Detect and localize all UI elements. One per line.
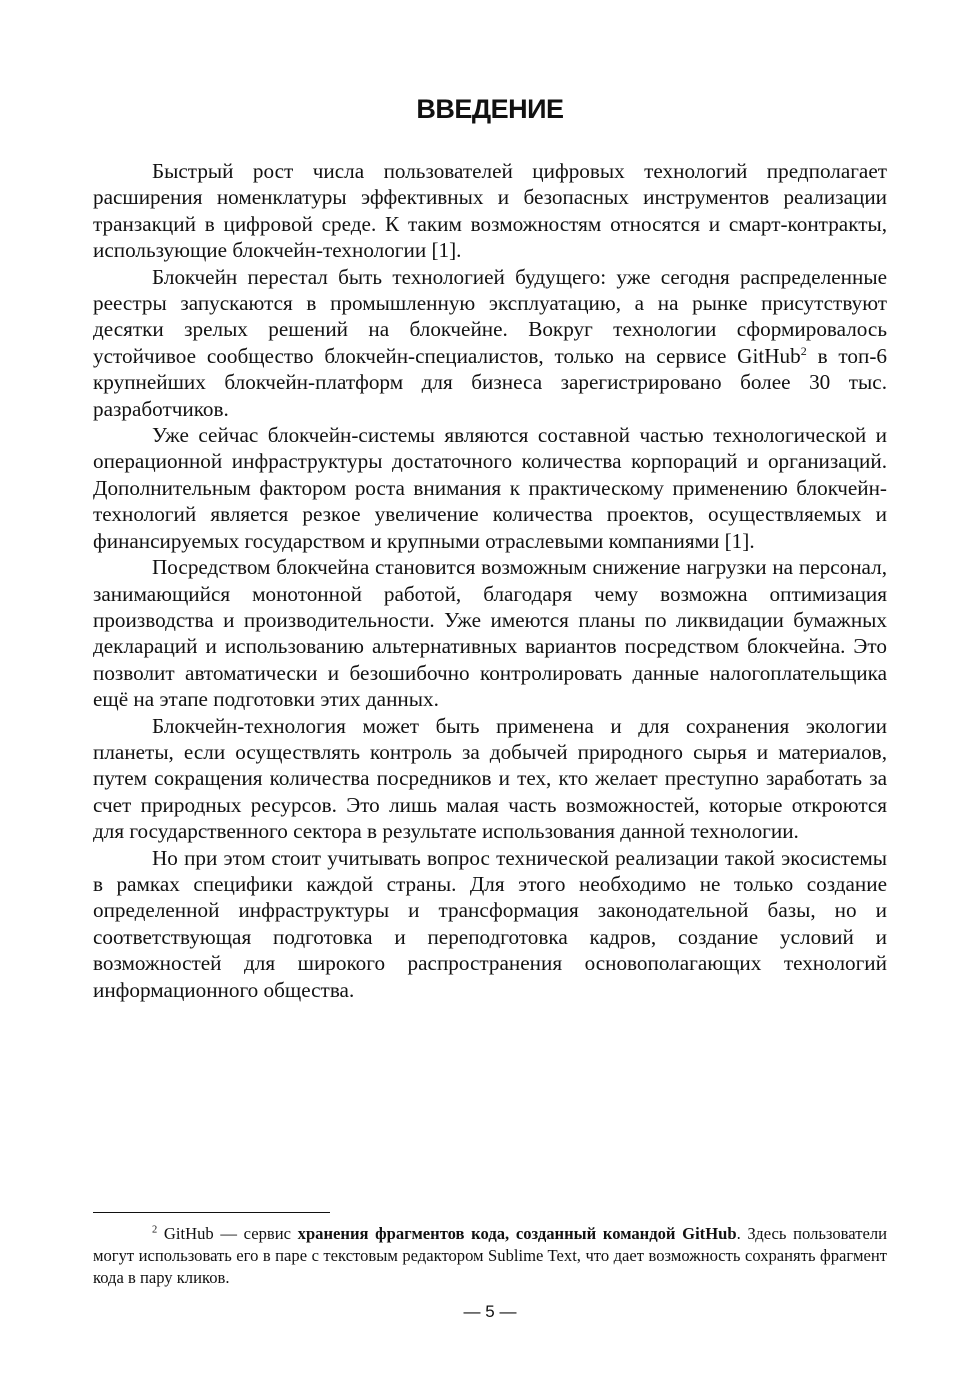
main-text	[93, 158, 887, 1003]
paragraph-5: Блокчейн-технология может быть применена и для сохранения экологии планеты, если осуществлять контроль за добычей природного сырья и материалов, путем сокращения количества посредников и тех, кто желает преступно заработать за счет природных ресурсов. Это лишь малая часть возможностей, которые откроются для государственного сектора в результате использования данной технологии.	[93, 713, 887, 844]
footnote-reference[interactable]: 2	[800, 343, 807, 358]
paragraph-6: Но при этом стоит учитывать вопрос технической реализации такой экосистемы в рамках специфики каждой страны. Для этого необходимо не только создание определенной инфраструктуры и трансформация законодательной базы, но и соответствующая подготовка и переподготовка кадров, создание условий и возможностей для широкого распространения основополагающих технологий информационного общества.	[93, 845, 887, 1002]
paragraph-4: Посредством блокчейна становится возможным снижение нагрузки на персонал, занимающийся монотонной работой, благодаря чему возможна оптимизация производства и производительности. Уже имеются планы по ликвидации бумажных деклараций и использованию альтернативных вариантов посредством блокчейна. Это позволит автоматически и безошибочно контролировать данные налогоплательщика ещё на этапе подготовки этих данных.	[93, 555, 887, 712]
footnote-mark: 2	[152, 1224, 158, 1236]
footnote-bold-text: хранения фрагментов кода, созданный командой GitHub	[297, 1224, 737, 1243]
footnote	[93, 1223, 887, 1289]
footnote-separator	[93, 1212, 330, 1213]
footnote-tail: . Здесь пользователи могут использовать его в паре с текстовым редактором Sublime Text, что дает возможность сохранять фрагмент кода в пару кликов.	[93, 1224, 888, 1287]
page-title: ВВЕДЕНИЕ	[416, 94, 564, 124]
page-number: — 5 —	[463, 1302, 517, 1321]
paragraph-2	[93, 264, 887, 422]
paragraph-3: Уже сейчас блокчейн-системы являются составной частью технологической и операционной инфраструктуры достаточного количества корпораций и организаций. Дополнительным фактором роста внимания к практическому применению блокчейн-технологий является резкое увеличение количества проектов, осуществляемых и финансируемых государством и крупными отраслевыми компаниями [1].	[93, 423, 887, 553]
paragraph-2-text-end: в топ-6 крупнейших блокчейн-платформ для бизнеса зарегистрировано более 30 тыс. разработчиков.	[93, 343, 887, 421]
paragraph-1: Быстрый рост числа пользователей цифровых технологий предполагает расширения номенклатуры эффективных и безопасных инструментов реализации транзакций в цифровой среде. К таким возможностям относятся и смарт-контракты, использующие блокчейн-технологии [1].	[93, 159, 887, 263]
paragraph-2-text-start: Блокчейн перестал быть технологией будущего: уже сегодня распределенные реестры запускаются в промышленную эксплуатацию, а на рынке присутствуют десятки зрелых решений на блокчейне. Вокруг технологии сформировалось устойчивое сообщество блокчейн-специалистов, только на сервисе GitHub	[93, 264, 887, 368]
footnote-lead: GitHub — сервис	[157, 1224, 298, 1243]
